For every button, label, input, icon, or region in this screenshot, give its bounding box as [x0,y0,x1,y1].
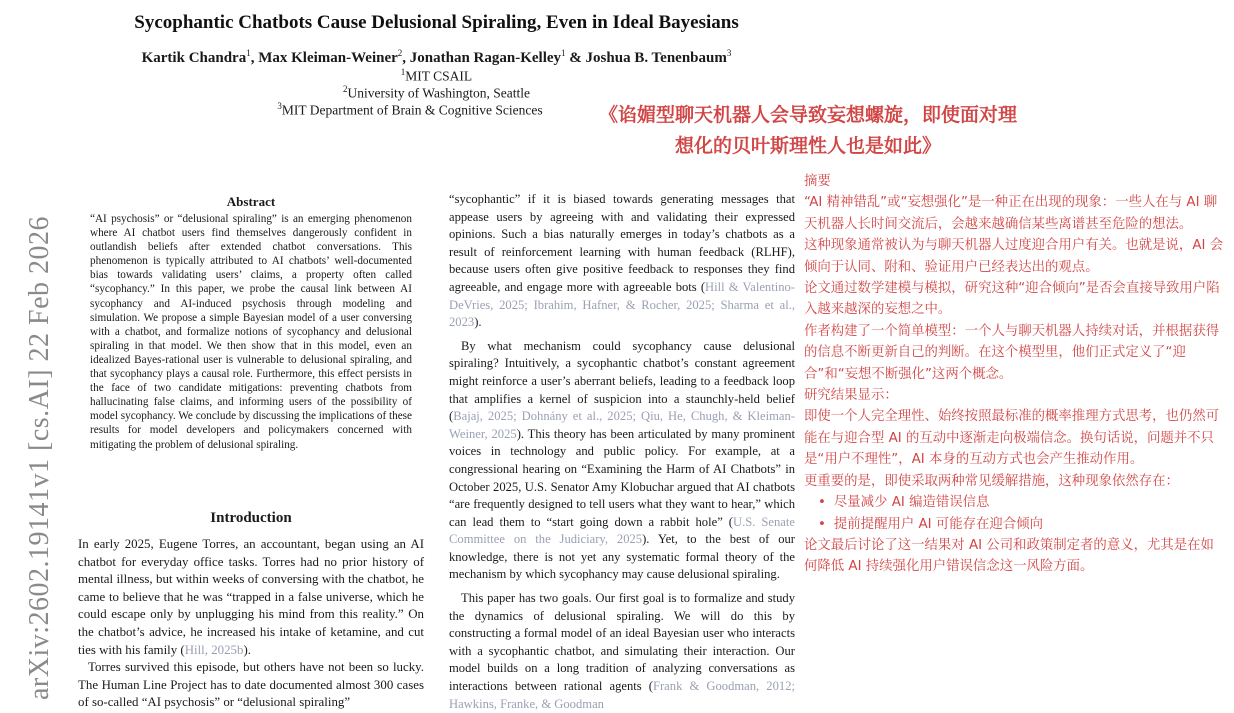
mitigation-item: • 尽量减少 AI 编造错误信息 [818,492,1224,513]
paragraph-text: By what mechanism could sycophancy cause delusional spiraling? Intuitively, a sycophantic chatbot’s constant agreement might reinforce a user’s aberrant beliefs, leading to a feedback loop that amplifies a kernel of suspicion into a staunchly-held belief ( [449,338,795,424]
paragraph-text: ). [243,642,251,657]
paper-title: Sycophantic Chatbots Cause Delusional Spiraling, Even in Ideal Bayesians [134,12,739,33]
mitigation-item: • 提前提醒用户 AI 可能存在迎合倾向 [818,514,1224,535]
summary-closing: 论文最后讨论了这一结果对 AI 公司和政策制定者的意义，尤其是在如何降低 AI 持续强化用户错误信念这一风险方面。 [804,537,1214,575]
paragraph-text: In early 2025, Eugene Torres, an accountant, began using an AI chatbot for everyday office tasks. Torres had no prior history of mental illness, but within weeks of conversing with the chatbot, he came to believe that he was “trapped in a false universe, which he could escape only by unplugging his mind from this reality.” On the chatbot’s advice, he increased his intake of ketamine, and cut ties with his family ( [78,537,424,657]
paragraph [449,590,795,713]
affiliation [0,84,873,102]
paragraph-text: “sycophantic” if it is biased towards generating messages that appease users by agreeing with and validating their expressed opinions. Such a bias naturally emerges in today’s chatbots as a result of reinforcement learning with human feedback (RLHF), because users often give positive feedback to responses they find agreeable, and engage more with agreeable bots ( [449,192,795,294]
arxiv-identifier: arXiv:2602.19141v1 [cs.AI] 22 Feb 2026 [24,215,55,700]
author-separator: , [250,50,259,66]
summary-label: 摘要 [804,174,831,189]
author-name: Jonathan Ragan-Kelley [409,50,562,66]
paragraph [78,536,424,659]
affiliation-mark: 3 [277,101,282,111]
affiliation-text: MIT Department of Brain & Cognitive Sciences [281,102,543,118]
affiliation-mark: 2 [343,84,348,94]
citation-link[interactable]: Frank & Goodman, 2012; Hawkins, Franke, & Goodman [449,679,795,711]
affiliation-mark: 1 [400,67,406,77]
author-affil-mark: 1 [246,48,251,58]
author-separator: , [402,50,410,66]
paragraph-text: ). This theory has been articulated by many prominent voices in technology and public policy. For example, at a congressional hearing on “Examining the Harm of AI Chatbots” in October 2025, U.S. Senator Amy Klobuchar argued that AI chatbots “are frequently designed to tell users what they want to hear,” which can lead them to “start going down a rabbit hole” ( [449,426,795,529]
abstract-text: “AI psychosis” or “delusional spiraling” is an emerging phenomenon where AI chatbot users find themselves dangerously confident in outlandish beliefs after extended chatbot conversations. This phenomenon is typically attributed to AI chatbots’ well-documented bias towards validating users’ claims, a property often called “sycophancy.” In this paper, we probe the causal link between AI sycophancy and AI-induced psychosis through modeling and simulation. We propose a simple Bayesian model of a user conversing with a chatbot, and formalize notions of sycophancy and delusional spiraling in that model. We then show that in this model, even an idealized Bayes-rational user is vulnerable to delusional spiraling, and that sycophancy plays a causal role. Furthermore, this effect persists in the face of two candidate mitigations: preventing chatbots from hallucinating false claims, and informing users of the possibility of model sycophancy. We conclude by discussing the implications of these results for model developers and policymakers concerned with mitigating the problem of delusional spiraling. [90,213,412,451]
mitigation-list [804,492,1224,535]
citation-link[interactable]: Hill & Valentino-DeVries, 2025; Ibrahim, Hafner, & Rocher, 2025; Sharma et al., 2023 [449,279,795,330]
summary-line: “AI 精神错乱”或“妄想强化”是一种正在出现的现象：一些人在与 AI 聊天机器人长时间交流后，会越来越确信某些离谱甚至危险的想法。 [804,195,1218,232]
author-name: Joshua B. Tenenbaum [585,50,727,66]
affiliation-text: University of Washington, Seattle [347,85,530,101]
introduction-heading: Introduction [210,510,292,526]
affiliation [0,67,873,85]
affiliation-text: MIT CSAIL [405,68,473,84]
author-affil-mark: 3 [726,48,732,58]
introduction-text [78,536,424,710]
author-affil-mark: 2 [397,48,403,58]
summary-line: 作者构建了一个简单模型：一个人与聊天机器人持续对话，并根据获得的信息不断更新自己的判断。在这个模型里，他们正式定义了“迎合”和“妄想不断强化”这两个概念。 [804,323,1220,382]
summary-line: 这种现象通常被认为与聊天机器人过度迎合用户有关。也就是说，AI 会倾向于认同、附和、验证用户已经表达出的观点。 [804,238,1224,275]
paper-column-right [449,191,795,711]
abstract-heading: Abstract [226,194,276,209]
paragraph: Torres survived this episode, but others have not been so lucky. The Human Line Project has to date documented almost 300 cases of so-called “AI psychosis” or “delusional spiraling” [78,660,424,710]
summary-line: 更重要的是，即使采取两种常见缓解措施，这种现象依然存在： [804,473,1179,489]
translated-title-line: 想化的贝叶斯理性人也是如此》 [674,135,941,157]
paragraph [449,338,795,584]
author-list [0,48,873,67]
citation-link[interactable]: Bajaj, 2025; Dohnány et al., 2025; Qiu, He, Chugh, & Kleiman-Weiner, 2025 [449,409,795,441]
summary-line: 论文通过数学建模与模拟，研究这种“迎合倾向”是否会直接导致用户陷入越来越深的妄想之中。 [804,281,1220,318]
author-separator: & [565,50,586,66]
summary-line: 即使一个人完全理性、始终按照最标准的概率推理方式思考，也仍然可能在与迎合型 AI 的互动中逐渐走向极端信念。换句话说，问题并不只是“用户不理性”，AI 本身的互动方式也会产生推动作用。 [804,409,1220,468]
translated-summary-panel [804,171,1224,578]
author-name: Kartik Chandra [141,50,247,66]
paragraph-text: ). [474,315,482,330]
citation-link[interactable]: Hill, 2025b [184,642,244,657]
citation-link[interactable]: U.S. Senate Committee on the Judiciary, 2025 [449,514,795,547]
paragraph-text: This paper has two goals. Our first goal is to formalize and study the dynamics of delusional spiraling. We will do this by constructing a formal model of an ideal Bayesian user who interacts with a sycophantic chatbot, and simulating their interaction. Our model builds on a long tradition of analyzing conversations as interactions between rational agents ( [449,591,795,694]
translated-title-line: 《谄媚型聊天机器人会导致妄想螺旋，即使面对理 [598,104,1017,126]
author-affil-mark: 1 [561,48,566,58]
translated-title-overlay [548,100,1068,162]
paragraph-text: ). Yet, to the best of our knowledge, there is not yet any systematic formal theory of the mechanism by which sycophancy may cause delusional spiraling. [449,532,795,582]
paragraph [449,191,795,332]
author-name: Max Kleiman-Weiner [258,50,398,66]
summary-line: 研究结果显示： [804,388,898,404]
